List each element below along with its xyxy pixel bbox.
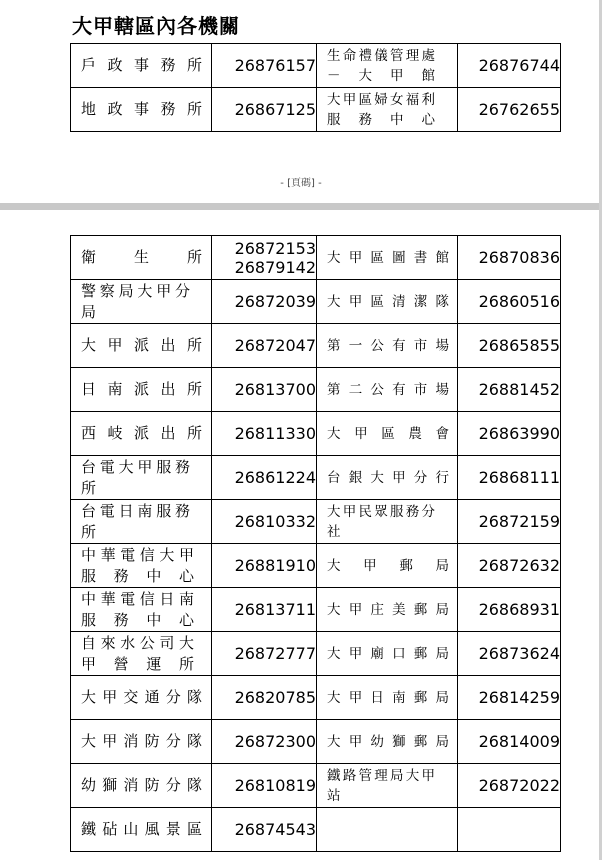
phone-number: 26865855 xyxy=(458,324,561,368)
agency-name: 大甲區農會 xyxy=(327,425,451,442)
agency-name-cell xyxy=(71,236,212,280)
agency-name-cell xyxy=(317,280,458,324)
table-row xyxy=(71,280,561,324)
table-row xyxy=(71,236,561,280)
agency-name: 日南派出所 xyxy=(81,380,205,398)
agency-name: 大甲消防分隊 xyxy=(81,732,205,750)
agency-name-cell xyxy=(317,720,458,764)
agency-name: 地政事務所 xyxy=(81,100,205,118)
agency-name: 台電日南服務所 xyxy=(81,501,193,541)
phone-number: 26872632 xyxy=(458,544,561,588)
phone-number: 26872159 xyxy=(458,500,561,544)
agency-name-cell xyxy=(317,368,458,412)
table-row xyxy=(71,632,561,676)
agency-name-cell xyxy=(71,632,212,676)
phone-number: 26872039 xyxy=(212,280,317,324)
agency-name-cell xyxy=(71,544,212,588)
agency-name: 鐵路管理局大甲站 xyxy=(327,767,437,804)
phone-number: 26820785 xyxy=(212,676,317,720)
table-row xyxy=(71,544,561,588)
phone-number: 26872022 xyxy=(458,764,561,808)
table-row xyxy=(71,88,561,132)
agency-name-cell xyxy=(71,764,212,808)
table-row xyxy=(71,368,561,412)
phone-number: 26814259 xyxy=(458,676,561,720)
agency-name-cell xyxy=(317,236,458,280)
agency-name-cell xyxy=(71,500,212,544)
phone-number: 26867125 xyxy=(212,88,317,132)
table-row xyxy=(71,456,561,500)
agency-name-cell xyxy=(71,88,212,132)
agency-name: 大甲日南郵局 xyxy=(327,689,451,706)
agency-name: 自來水公司大甲營運所 xyxy=(81,633,197,673)
phone-number: 26814009 xyxy=(458,720,561,764)
agency-name: 大甲郵局 xyxy=(327,557,451,574)
agency-name-cell xyxy=(317,500,458,544)
page-2 xyxy=(0,210,599,860)
agency-name-cell xyxy=(71,720,212,764)
phone-number: 26870836 xyxy=(458,236,561,280)
agency-name: 第一公有市場 xyxy=(327,337,451,354)
agency-name: 大甲區圖書館 xyxy=(327,249,451,266)
agency-name-cell xyxy=(317,544,458,588)
agency-name: 中華電信大甲服務中心 xyxy=(81,545,197,585)
phone-number: 26872777 xyxy=(212,632,317,676)
agency-name: 中華電信日南服務中心 xyxy=(81,589,197,629)
agency-name: 第二公有市場 xyxy=(327,381,451,398)
phone-number: 26868111 xyxy=(458,456,561,500)
phone-number: 26762655 xyxy=(458,88,561,132)
phone-number: 26872047 xyxy=(212,324,317,368)
table-row xyxy=(71,500,561,544)
phone-number: 26861224 xyxy=(212,456,317,500)
phone-number: 26863990 xyxy=(458,412,561,456)
agency-name-cell xyxy=(317,44,458,88)
page-1 xyxy=(0,0,602,203)
agency-name-cell xyxy=(317,588,458,632)
table-row xyxy=(71,720,561,764)
agency-name: 衛生所 xyxy=(81,248,205,266)
agency-name: 大甲區清潔隊 xyxy=(327,293,451,310)
agency-name-cell xyxy=(71,324,212,368)
table-row xyxy=(71,808,561,852)
table-row xyxy=(71,44,561,88)
phone-number: 26813711 xyxy=(212,588,317,632)
agency-name: 大甲庄美郵局 xyxy=(327,601,451,618)
phone-number: 26860516 xyxy=(458,280,561,324)
agency-name: 戶政事務所 xyxy=(81,56,205,74)
page-break xyxy=(0,203,602,210)
phone-number: 26813700 xyxy=(212,368,317,412)
agency-name: 西岐派出所 xyxy=(81,424,205,442)
agency-name-cell xyxy=(317,88,458,132)
phone-number: 26810332 xyxy=(212,500,317,544)
phone-number: 26811330 xyxy=(212,412,317,456)
table-row xyxy=(71,676,561,720)
page-number: - [頁碼] - xyxy=(280,178,322,189)
agency-name: 台銀大甲分行 xyxy=(327,469,451,486)
agency-name-cell xyxy=(317,676,458,720)
phone-number: 26868931 xyxy=(458,588,561,632)
agency-name: 台電大甲服務所 xyxy=(81,457,193,497)
table-row xyxy=(71,412,561,456)
phone-number xyxy=(458,808,561,852)
agency-name: 鐵砧山風景區 xyxy=(81,820,205,838)
phone-number: 26810819 xyxy=(212,764,317,808)
agency-name: 大甲廟口郵局 xyxy=(327,645,451,662)
agency-name-cell xyxy=(71,588,212,632)
phone-number: 26872300 xyxy=(212,720,317,764)
phone-number: 26872153 26879142 xyxy=(212,236,317,280)
agency-name: 幼獅消防分隊 xyxy=(81,776,205,794)
agency-name-cell xyxy=(317,456,458,500)
agency-name-cell xyxy=(71,44,212,88)
agency-name-cell xyxy=(71,676,212,720)
phone-number: 26881452 xyxy=(458,368,561,412)
agency-name-cell xyxy=(71,808,212,852)
agency-name: 大甲區婦女福利服務中心 xyxy=(327,91,437,128)
agency-name: 大甲派出所 xyxy=(81,336,205,354)
agency-name-cell xyxy=(71,280,212,324)
agency-table-main xyxy=(70,235,561,852)
agency-name-cell xyxy=(317,764,458,808)
table-row xyxy=(71,764,561,808)
agency-name-cell xyxy=(317,808,458,852)
phone-number: 26873624 xyxy=(458,632,561,676)
table-row xyxy=(71,588,561,632)
agency-name: 大甲民眾服務分社 xyxy=(327,503,437,540)
agency-name: 大甲幼獅郵局 xyxy=(327,733,451,750)
agency-name: 警察局大甲分局 xyxy=(81,281,193,321)
agency-name-cell xyxy=(71,368,212,412)
phone-number: 26876157 xyxy=(212,44,317,88)
agency-name-cell xyxy=(71,412,212,456)
agency-name: 大甲交通分隊 xyxy=(81,688,205,706)
agency-table-top xyxy=(70,43,561,132)
section-heading: 大甲轄區內各機關 xyxy=(72,14,240,38)
agency-name-cell xyxy=(71,456,212,500)
phone-number: 26874543 xyxy=(212,808,317,852)
agency-name-cell xyxy=(317,632,458,676)
agency-name: 生命禮儀管理處－大甲館 xyxy=(327,47,437,84)
table-row xyxy=(71,324,561,368)
agency-name-cell xyxy=(317,324,458,368)
agency-name-cell xyxy=(317,412,458,456)
phone-number: 26881910 xyxy=(212,544,317,588)
phone-number: 26876744 xyxy=(458,44,561,88)
